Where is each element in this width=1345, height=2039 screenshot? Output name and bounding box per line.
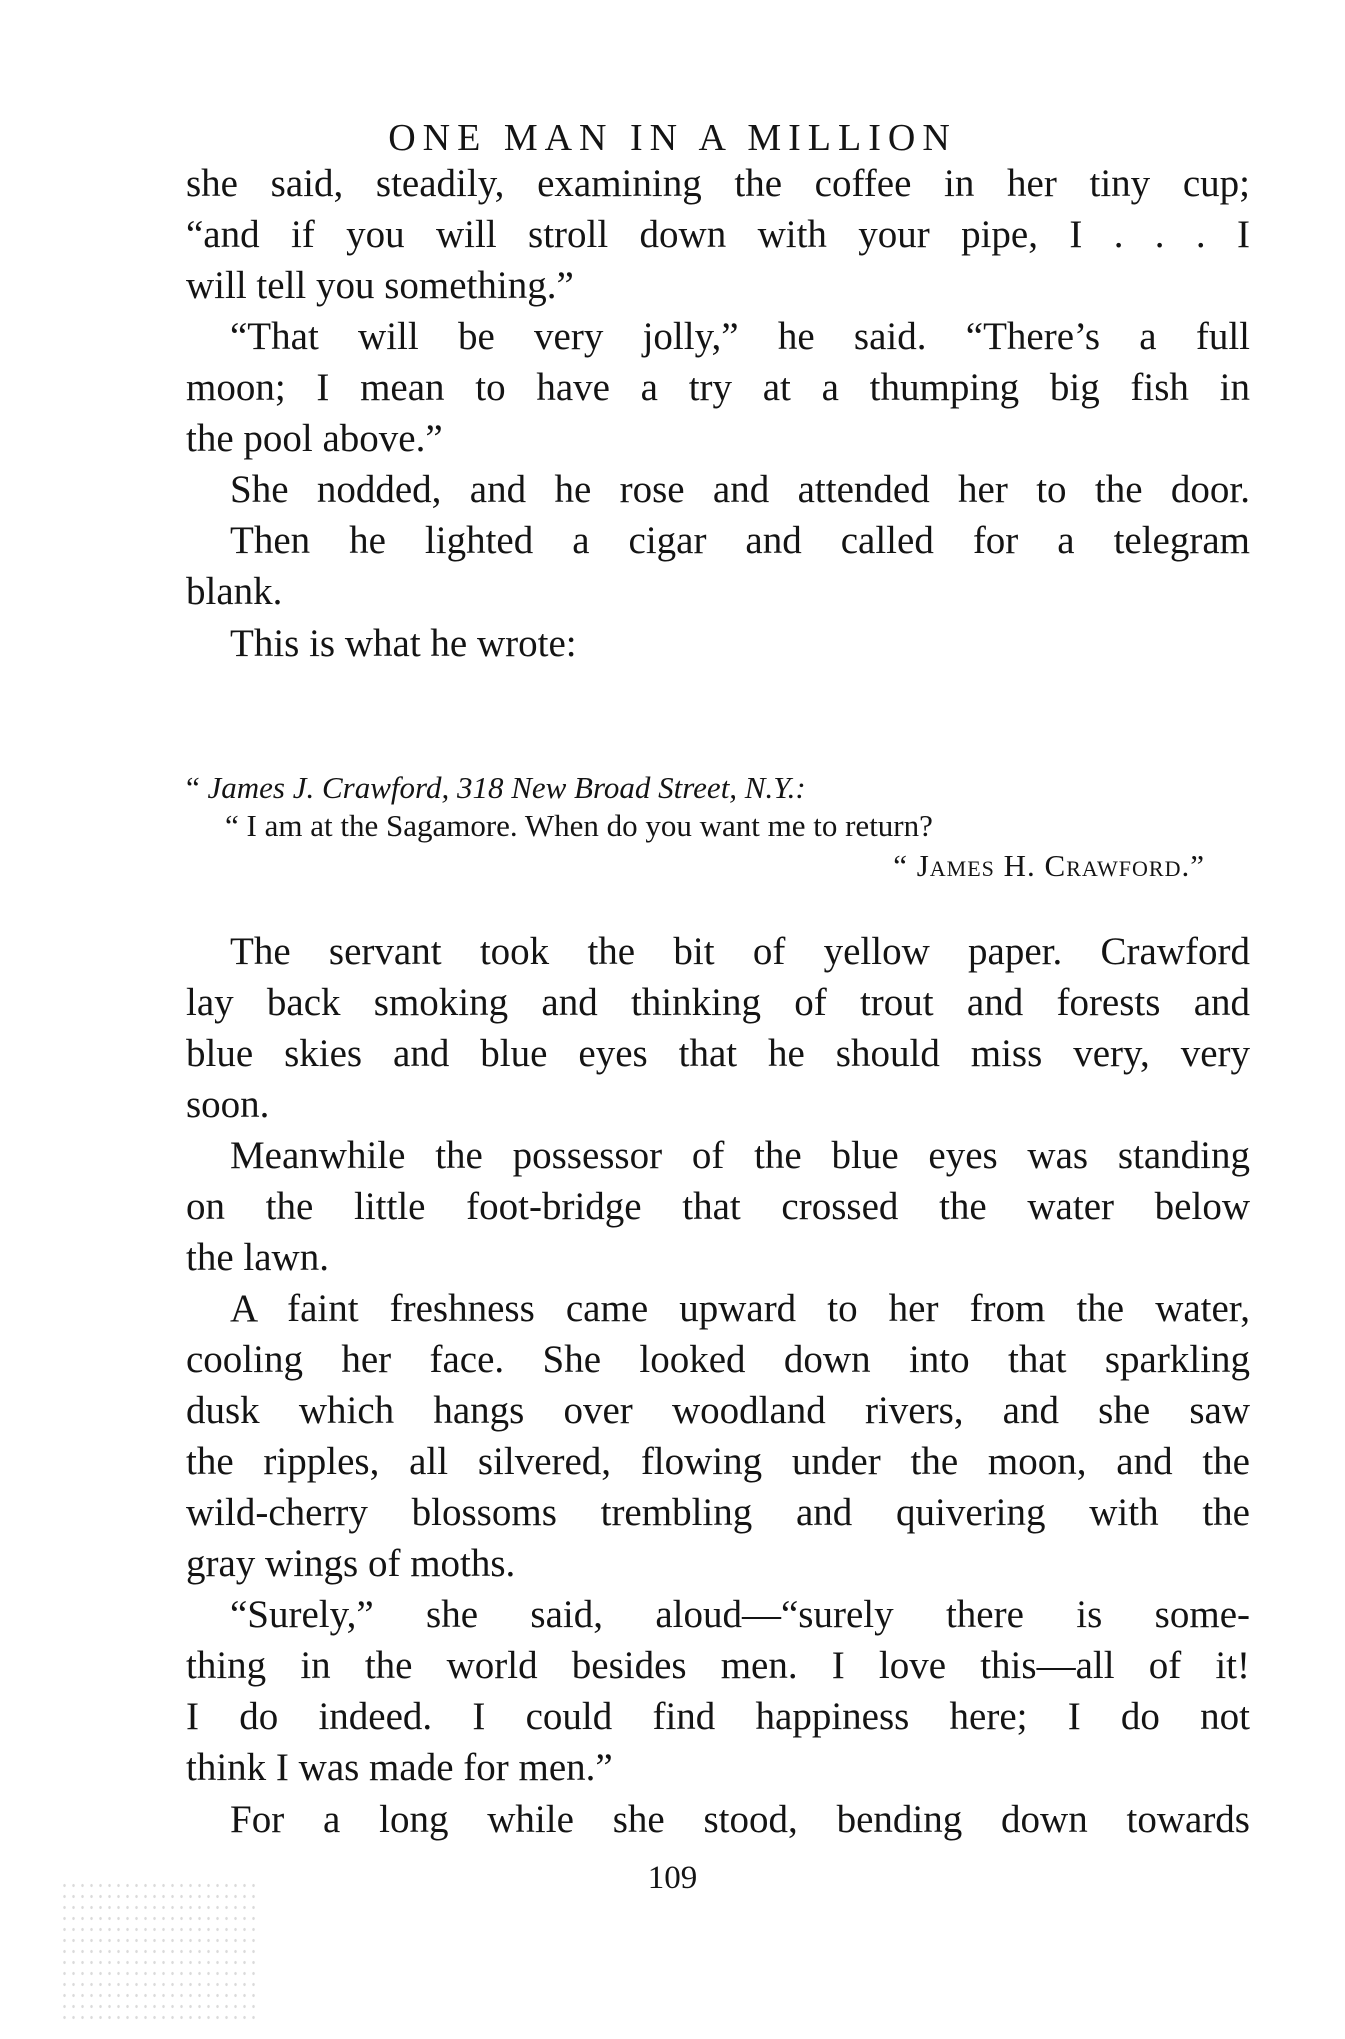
text-line: “and if you will stroll down with your pipe, I . . . I bbox=[186, 213, 1250, 256]
text-line: will tell you something.” bbox=[186, 264, 574, 307]
text-line: blank. bbox=[186, 570, 283, 613]
page-number: 109 bbox=[647, 1860, 698, 1896]
telegram-address-text: James J. Crawford, 318 New Broad Street, N.Y.: bbox=[207, 770, 806, 805]
text-line: the ripples, all silvered, flowing under the moon, and the bbox=[186, 1440, 1250, 1483]
text-line: blue skies and blue eyes that he should miss very, very bbox=[186, 1032, 1250, 1075]
text-line: gray wings of moths. bbox=[186, 1542, 516, 1585]
text-line: cooling her face. She looked down into that sparkling bbox=[186, 1338, 1250, 1381]
text-line: the lawn. bbox=[186, 1236, 329, 1279]
text-line: moon; I mean to have a try at a thumping big fish in bbox=[186, 366, 1250, 409]
text-line: think I was made for men.” bbox=[186, 1746, 613, 1789]
text-line: thing in the world besides men. I love this—all of it! bbox=[186, 1644, 1250, 1687]
text-line: she said, steadily, examining the coffee in her tiny cup; bbox=[186, 162, 1250, 205]
text-line: dusk which hangs over woodland rivers, and she saw bbox=[186, 1389, 1250, 1432]
text-line: Meanwhile the possessor of the blue eyes was standing bbox=[230, 1134, 1250, 1177]
text-line: I do indeed. I could find happiness here; I do not bbox=[186, 1695, 1250, 1738]
text-line: She nodded, and he rose and attended her to the door. bbox=[230, 468, 1250, 511]
text-line: Then he lighted a cigar and called for a telegram bbox=[230, 519, 1250, 562]
text-line: lay back smoking and thinking of trout and forests and bbox=[186, 981, 1250, 1024]
text-line: For a long while she stood, bending down towards bbox=[230, 1798, 1250, 1841]
text-line: This is what he wrote: bbox=[230, 622, 577, 665]
text-line: “That will be very jolly,” he said. “There’s a full bbox=[230, 315, 1250, 358]
telegram-address-quote: “ bbox=[186, 770, 208, 805]
telegram-message: “ I am at the Sagamore. When do you want me to return? bbox=[225, 808, 933, 843]
text-line: A faint freshness came upward to her from the water, bbox=[230, 1287, 1250, 1330]
text-line: soon. bbox=[186, 1083, 270, 1126]
running-header: ONE MAN IN A MILLION bbox=[388, 117, 957, 159]
telegram-signature: “ James H. Crawford.” bbox=[893, 848, 1205, 883]
text-line: wild-cherry blossoms trembling and quivering with the bbox=[186, 1491, 1250, 1534]
paper-specks-decoration bbox=[60, 1880, 260, 2020]
text-line: The servant took the bit of yellow paper. Crawford bbox=[230, 930, 1250, 973]
text-line: “Surely,” she said, aloud—“surely there is some- bbox=[230, 1593, 1250, 1636]
text-line: the pool above.” bbox=[186, 417, 443, 460]
text-line: on the little foot-bridge that crossed the water below bbox=[186, 1185, 1250, 1228]
telegram-address bbox=[186, 770, 806, 806]
